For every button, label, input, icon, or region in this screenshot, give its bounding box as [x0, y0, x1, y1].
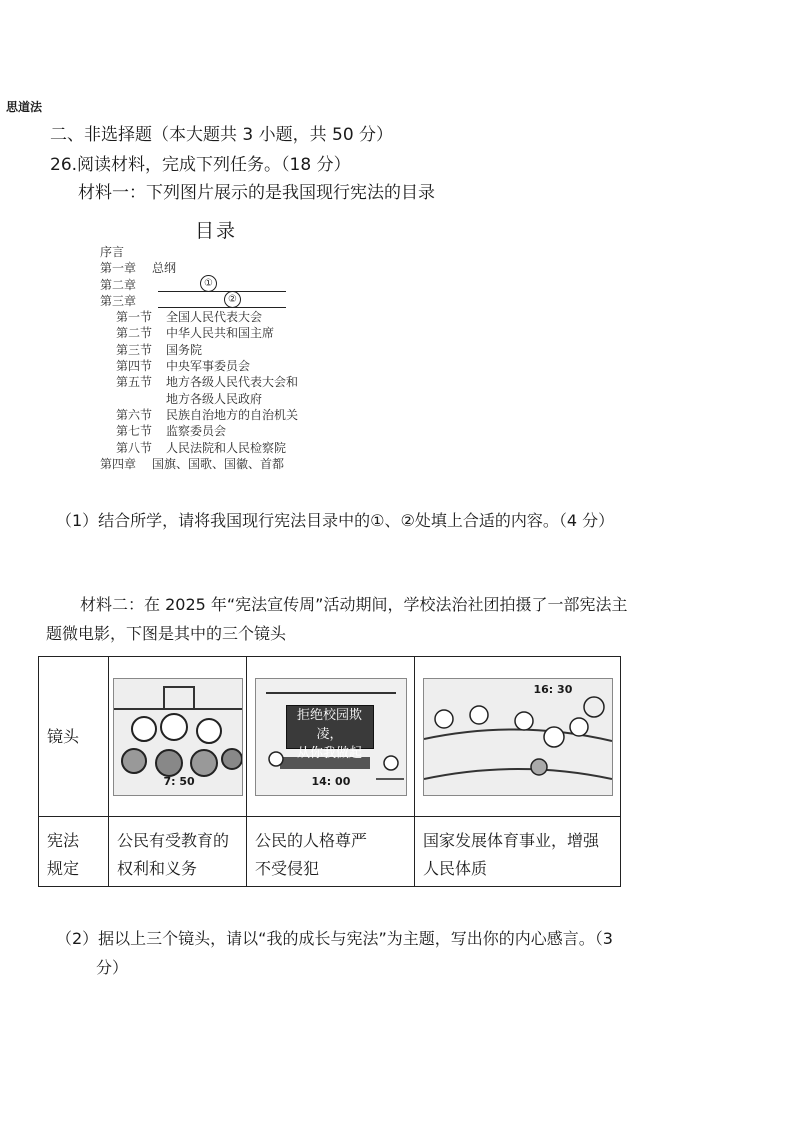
- rule-cell-1: [109, 817, 247, 887]
- rule-line: 不受侵犯: [255, 859, 320, 878]
- rule-line: 人民体质: [423, 859, 488, 878]
- table-row: [39, 817, 621, 887]
- banner-line-1: 拒绝校园欺凌，: [296, 707, 362, 742]
- toc-row-blank-1: 第二章 ①: [100, 277, 298, 293]
- toc-row: 第七节 监察委员会: [116, 424, 227, 439]
- material-1: 材料一：下列图片展示的是我国现行宪法的目录: [78, 183, 435, 203]
- rule-cell-3: [415, 817, 621, 887]
- toc-row: 第二节 中华人民共和国主席: [116, 326, 275, 341]
- material-2-line-1: 材料二：在 2025 年“宪法宣传周”活动期间，学校法治社团拍摄了一部宪法主: [80, 595, 628, 614]
- rule-line: 国家发展体育事业，增强: [423, 831, 600, 850]
- toc-title: 目录: [195, 220, 238, 242]
- shot-1-illustration: [113, 678, 243, 796]
- shot-cell-2: [247, 657, 415, 817]
- blank-line: [158, 293, 286, 308]
- shot-2-illustration: [255, 678, 407, 796]
- rule-cell-2: [247, 817, 415, 887]
- toc-row: 第三节 国务院: [116, 342, 203, 357]
- row-head-shot: 镜头: [39, 657, 109, 817]
- question-26: 26.阅读材料，完成下列任务。（18 分）: [50, 155, 351, 175]
- rule-line: 公民的人格尊严: [255, 831, 368, 850]
- table-row: [39, 657, 621, 817]
- toc-row: 地方各级人民政府: [166, 391, 263, 406]
- toc-row: 第四节 中央军事委员会: [116, 359, 251, 374]
- shots-table: [38, 656, 621, 887]
- toc-row: 第四章 国旗、国歌、国徽、首都: [100, 456, 285, 471]
- row-head-line-2: 规定: [47, 859, 80, 878]
- question-2-line-1: （2）据以上三个镜头，请以“我的成长与宪法”为主题，写出你的内心感言。（3: [56, 929, 613, 948]
- shot-2-time: 14: 00: [311, 774, 351, 788]
- toc-row: 第一节 全国人民代表大会: [116, 310, 263, 325]
- toc-row: 第八节 人民法院和人民检察院: [116, 440, 287, 455]
- anti-bullying-banner: [286, 705, 374, 761]
- rule-line: 权利和义务: [117, 859, 198, 878]
- shot-3-time: 16: 30: [533, 682, 573, 696]
- corner-label: 思道法: [6, 100, 43, 114]
- circled-number: ①: [200, 275, 217, 292]
- section-title: 二、非选择题（本大题共 3 小题，共 50 分）: [50, 125, 394, 145]
- rule-line: 公民有受教育的: [117, 831, 230, 850]
- material-2-line-2: 题微电影，下图是其中的三个镜头: [46, 624, 287, 643]
- circled-number: ②: [224, 291, 241, 308]
- row-head-constitution: [39, 817, 109, 887]
- blank-line: [158, 277, 286, 292]
- toc-row: 第一章 总纲: [100, 261, 177, 276]
- constitution-toc: [100, 244, 298, 472]
- shot-cell-1: [109, 657, 247, 817]
- shot-3-illustration: [423, 678, 613, 796]
- shot-cell-3: [415, 657, 621, 817]
- row-head-line-1: 宪法: [47, 831, 80, 850]
- banner-line-2: 从你我做起: [296, 745, 362, 761]
- toc-row: 序言: [100, 245, 125, 259]
- shot-1-time: 7: 50: [163, 774, 195, 788]
- toc-row: 第六节 民族自治地方的自治机关: [116, 407, 299, 422]
- sports-field-sketch: [424, 679, 612, 795]
- toc-row: 第五节 地方各级人民代表大会和: [116, 375, 299, 390]
- question-1: （1）结合所学，请将我国现行宪法目录中的①、②处填上合适的内容。（4 分）: [56, 511, 615, 530]
- toc-row-blank-2: 第三章 ②: [100, 293, 298, 309]
- question-2-line-2: 分）: [96, 958, 129, 977]
